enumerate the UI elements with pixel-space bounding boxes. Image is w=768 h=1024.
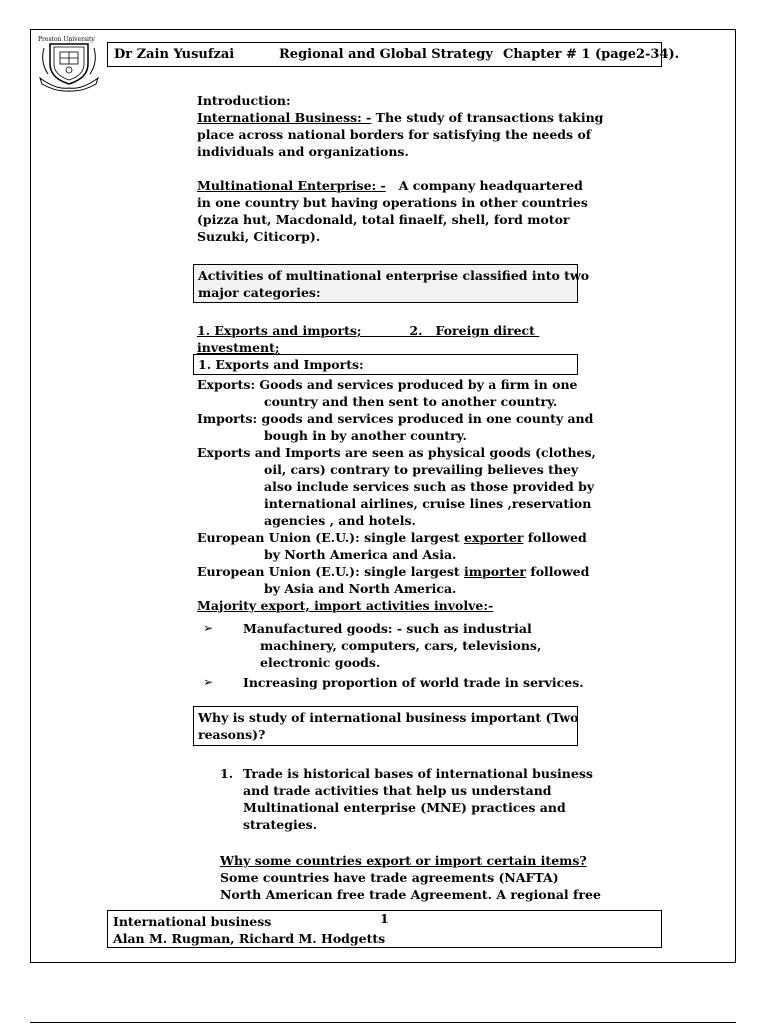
why-study-line-1: Why is study of international business important (Two [198, 710, 579, 725]
activities-line-2: major categories: [198, 285, 321, 300]
spacer [197, 160, 587, 177]
categories-line-1: 1. Exports and imports; 2. Foreign direct [197, 323, 540, 338]
eu-exporter-line-1 [197, 529, 596, 546]
physical-goods-2: oil, cars) contrary to prevailing believes they [264, 462, 579, 477]
footer-book: International business [113, 914, 272, 929]
ib-term: International Business: - [197, 110, 372, 125]
eu-importer-line-2: by Asia and North America. [264, 581, 457, 596]
bullet-item-2 [243, 674, 584, 691]
activities-line-1: Activities of multinational enterprise classified into two [198, 268, 590, 283]
eu-imp-u: importer [464, 564, 526, 579]
ib-def-1: The study of transactions taking [371, 110, 604, 125]
bullet-2-line-1: Increasing proportion of world trade in services. [243, 675, 584, 690]
reason-1-line-3: Multinational enterprise (MNE) practices and [243, 800, 566, 815]
activities-box [193, 264, 590, 303]
mne-definition-line-2: in one country but having operations in other countries [197, 195, 588, 210]
exports-imports-box [193, 354, 578, 375]
exports-imports-title: 1. Exports and Imports: [198, 357, 364, 372]
header-bar [107, 42, 680, 67]
reason-1-line-4: strategies. [243, 817, 318, 832]
eu-importer-line-1 [197, 563, 596, 580]
reason-1-line-2: and trade activities that help us understand [243, 783, 552, 798]
categories [197, 322, 539, 356]
why-countries-section [220, 852, 601, 903]
physical-goods-5: agencies , and hotels. [264, 513, 416, 528]
imports-def-1: Imports: goods and services produced in one county and [197, 411, 594, 426]
why-study-line-2: reasons)? [198, 727, 266, 742]
mne-term: Multinational Enterprise: - [197, 178, 386, 193]
physical-goods-4: international airlines, cruise lines ,reservation [264, 496, 592, 511]
reason-1 [243, 765, 593, 833]
mne-definition-line-1 [197, 177, 587, 194]
ib-definition-line-1 [197, 109, 604, 126]
bullet-1-line-3: electronic goods. [260, 655, 381, 670]
categories-line-2: investment; [197, 340, 280, 355]
eu-exporter-line-2: by North America and Asia. [264, 547, 457, 562]
ib-definition-line-3: individuals and organizations. [197, 144, 409, 159]
ib-definition-line-2: place across national borders for satisfying the needs of [197, 127, 592, 142]
arrow-bullet-icon: ➢ [203, 675, 214, 689]
exports-def-2: country and then sent to another country. [264, 394, 558, 409]
exports-section [197, 376, 596, 614]
university-crest-icon [36, 34, 102, 92]
why-study-box [193, 706, 578, 746]
header-author: Dr Zain Yusufzai [114, 47, 235, 62]
eu-exp-b: followed [523, 530, 587, 545]
majority-heading: Majority export, import activities involve:- [197, 598, 494, 613]
bullet-item-1 [243, 620, 541, 671]
header-chapter: Chapter # 1 (page2-34). [503, 47, 680, 62]
page-number: 1 [380, 911, 389, 926]
eu-imp-b: followed [525, 564, 590, 579]
exports-def-1: Exports: Goods and services produced by a firm in one [197, 377, 578, 392]
intro-section [197, 92, 604, 245]
eu-exp-a: European Union (E.U.): single largest [197, 530, 465, 545]
intro-heading: Introduction: [197, 93, 291, 108]
mne-definition-line-4: Suzuki, Citicorp). [197, 229, 321, 244]
mne-definition-line-3: (pizza hut, Macdonald, total finaelf, shell, ford motor [197, 212, 570, 227]
reason-number: 1. [220, 766, 234, 781]
bullet-1-line-1: Manufactured goods: - such as industrial [243, 621, 532, 636]
physical-goods-1: Exports and Imports are seen as physical goods (clothes, [197, 445, 596, 460]
why-countries-heading: Why some countries export or import certain items? [220, 853, 587, 868]
eu-imp-a: European Union (E.U.): single largest [197, 564, 465, 579]
why-countries-line-1: Some countries have trade agreements (NAFTA) [220, 870, 559, 885]
header-course: Regional and Global Strategy [279, 47, 493, 62]
bottom-divider [30, 1022, 736, 1023]
svg-text:Preston University: Preston University [38, 36, 95, 43]
why-countries-line-2: North American free trade Agreement. A regional free [220, 887, 601, 902]
footer-authors: Alan M. Rugman, Richard M. Hodgetts [113, 931, 386, 946]
reason-1-line-1: Trade is historical bases of international business [243, 766, 593, 781]
mne-def-1: A company headquartered [385, 178, 583, 193]
imports-def-2: bough in by another country. [264, 428, 467, 443]
physical-goods-3: also include services such as those provided by [264, 479, 595, 494]
arrow-bullet-icon: ➢ [203, 621, 214, 635]
bullet-1-line-2: machinery, computers, cars, televisions, [260, 638, 542, 653]
eu-exp-u: exporter [464, 530, 524, 545]
